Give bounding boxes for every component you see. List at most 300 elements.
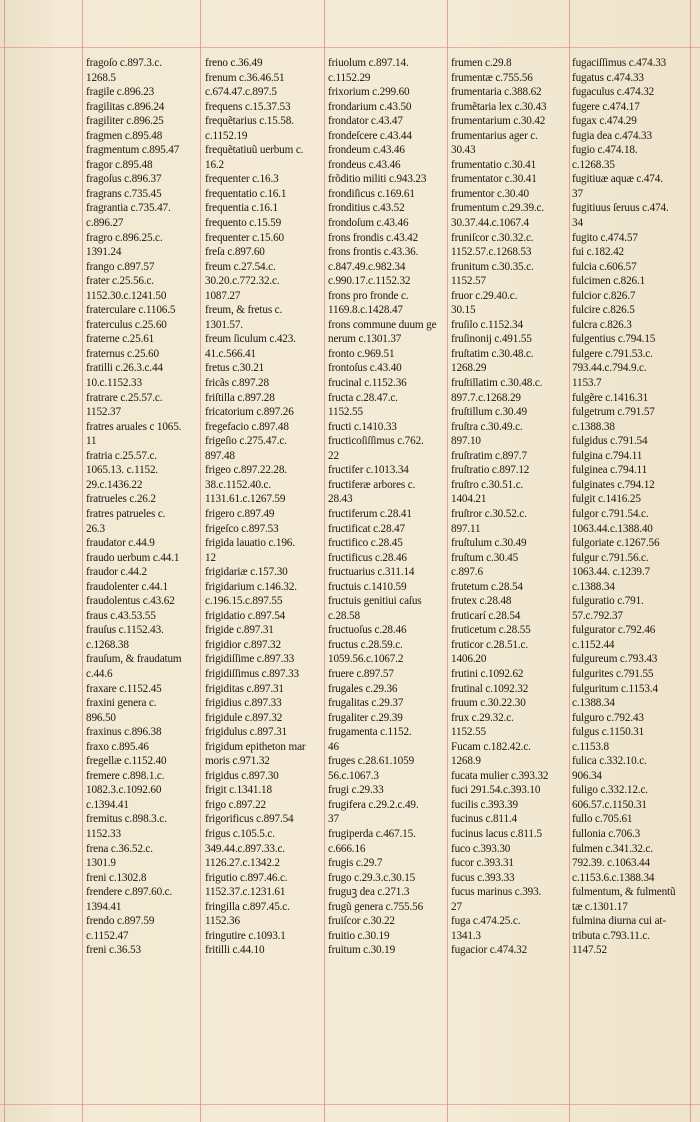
index-entry: frigit c.1341.18 bbox=[205, 784, 272, 797]
index-entry: frigidiſſimus c.897.33 bbox=[205, 667, 299, 680]
index-entry: fructifer c.1013.34 bbox=[328, 464, 409, 477]
index-entry: frunitum c.30.35.c. bbox=[451, 260, 534, 273]
index-entry: fugio c.474.18. bbox=[572, 144, 638, 157]
index-entry: fruere c.897.57 bbox=[328, 667, 394, 680]
index-entry: c.1388.38 bbox=[572, 420, 615, 433]
index-entry: frigidius c.897.33 bbox=[205, 697, 282, 710]
index-entry: fruſtillum c.30.49 bbox=[451, 406, 527, 419]
index-entry: fremitus c.898.3.c. bbox=[86, 813, 167, 826]
index-entry: fruiſcor c.30.22 bbox=[328, 915, 395, 928]
index-column-5 bbox=[572, 56, 690, 1096]
index-entry: c.1152.19 bbox=[205, 129, 248, 142]
index-entry: frugifera c.29.2.c.49. bbox=[328, 798, 419, 811]
index-column-1 bbox=[86, 56, 198, 1096]
index-entry: fruſtatim c.30.48.c. bbox=[451, 347, 534, 360]
index-entry: fuco c.393.30 bbox=[451, 842, 511, 855]
index-entry: Fucam c.182.42.c. bbox=[451, 740, 531, 753]
index-entry: fructificus c.28.46 bbox=[328, 551, 407, 564]
index-entry: frumentator c.30.41 bbox=[451, 173, 537, 186]
index-entry: fulgit c.1416.25 bbox=[572, 493, 641, 506]
index-entry: fruſtulum c.30.49 bbox=[451, 537, 527, 550]
index-entry: frigidule c.897.32 bbox=[205, 711, 283, 724]
index-entry: fraudator c.44.9 bbox=[86, 537, 155, 550]
index-entry: 1087.27 bbox=[205, 289, 241, 302]
index-entry: frumentaria c.388.62 bbox=[451, 86, 542, 99]
index-entry: frumen c.29.8 bbox=[451, 57, 512, 69]
index-entry: frequento c.15.59 bbox=[205, 217, 282, 230]
index-entry: fulgidus c.791.54 bbox=[572, 435, 648, 448]
index-entry: fucinus lacus c.811.5 bbox=[451, 827, 542, 840]
index-entry: fulgurator c.792.46 bbox=[572, 624, 656, 637]
index-entry: 1152.33 bbox=[86, 827, 121, 840]
index-entry: fragoſo c.897.3.c. bbox=[86, 57, 162, 69]
index-entry: frigeſco c.897.53 bbox=[205, 522, 279, 535]
index-entry: freni c.1302.8 bbox=[86, 871, 147, 884]
index-entry: fruſtum c.30.45 bbox=[451, 551, 519, 564]
index-entry: 1404.21 bbox=[451, 493, 487, 506]
index-entry: 12 bbox=[205, 551, 216, 564]
index-entry: frugo c.29.3.c.30.15 bbox=[328, 871, 416, 884]
index-entry: fructuis c.1410.59 bbox=[328, 580, 407, 593]
index-entry: fruniſcor c.30.32.c. bbox=[451, 231, 534, 244]
index-entry: fugitiuæ aquæ c.474. bbox=[572, 173, 663, 186]
index-entry: frumẽtaria lex c.30.43 bbox=[451, 100, 547, 113]
index-entry: frondeſcere c.43.44 bbox=[328, 129, 412, 142]
index-entry: fuci 291.54.c.393.10 bbox=[451, 784, 541, 797]
index-entry: 1152.55 bbox=[451, 726, 486, 739]
index-entry: fructuarius c.311.14 bbox=[328, 566, 415, 579]
index-entry: tæ c.1301.17 bbox=[572, 900, 628, 913]
index-entry: fruſtratim c.897.7 bbox=[451, 449, 527, 462]
index-entry: 1152.57.c.1268.53 bbox=[451, 246, 532, 259]
index-entry: fruum c.30.22.30 bbox=[451, 697, 526, 710]
index-entry: frugales c.29.36 bbox=[328, 682, 398, 695]
index-entry: 26.3 bbox=[86, 522, 105, 535]
index-entry: 1152.37.c.1231.61 bbox=[205, 886, 286, 899]
index-entry: frendo c.897.59 bbox=[86, 915, 155, 928]
index-entry: frumentæ c.755.56 bbox=[451, 71, 533, 84]
index-entry: frondoſum c.43.46 bbox=[328, 217, 409, 230]
index-entry: 46 bbox=[328, 740, 339, 753]
index-entry: fulgentius c.794.15 bbox=[572, 333, 656, 346]
index-entry: fruſilo c.1152.34 bbox=[451, 318, 523, 331]
index-entry: fucor c.393.31 bbox=[451, 857, 514, 870]
index-entry: frenum c.36.46.51 bbox=[205, 71, 285, 84]
index-entry: frutini c.1092.62 bbox=[451, 667, 524, 680]
column-rule bbox=[690, 0, 691, 1122]
index-entry: fulgureum c.793.43 bbox=[572, 653, 658, 666]
index-entry: fucus marinus c.393. bbox=[451, 886, 542, 899]
index-entry: c.674.47.c.897.5 bbox=[205, 86, 277, 99]
index-entry: frugũ genera c.755.56 bbox=[328, 900, 424, 913]
index-entry: fulgoriate c.1267.56 bbox=[572, 537, 660, 550]
index-entry: fulgina c.794.11 bbox=[572, 449, 643, 462]
index-entry: fraxinus c.896.38 bbox=[86, 726, 162, 739]
index-entry: 1059.56.c.1067.2 bbox=[328, 653, 404, 666]
index-entry: fraudolentus c.43.62 bbox=[86, 595, 175, 608]
index-entry: 897.11 bbox=[451, 522, 481, 535]
index-entry: 16.2 bbox=[205, 158, 224, 171]
index-entry: frequẽtarius c.15.58. bbox=[205, 115, 294, 128]
index-entry: fraterculus c.25.60 bbox=[86, 318, 167, 331]
index-entry: frumentatio c.30.41 bbox=[451, 158, 537, 171]
index-entry: freum ſiculum c.423. bbox=[205, 333, 296, 346]
index-entry: fruſtror c.30.52.c. bbox=[451, 507, 527, 520]
index-entry: fulcior c.826.7 bbox=[572, 289, 636, 302]
index-entry: 28.43 bbox=[328, 493, 353, 506]
index-entry: fructuoſus c.28.46 bbox=[328, 624, 407, 637]
index-entry: fugaculus c.474.32 bbox=[572, 86, 655, 99]
index-entry: c.1394.41 bbox=[86, 798, 129, 811]
index-entry: 793.44.c.794.9.c. bbox=[572, 362, 647, 375]
index-entry: fraterculare c.1106.5 bbox=[86, 304, 176, 317]
index-entry: fulgor c.791.54.c. bbox=[572, 507, 649, 520]
index-entry: fratilli c.26.3.c.44 bbox=[86, 362, 163, 375]
index-entry: c.1268.35 bbox=[572, 158, 615, 171]
index-entry: 38.c.1152.40.c. bbox=[205, 478, 271, 491]
index-entry: fulcimen c.826.1 bbox=[572, 275, 646, 288]
index-entry: frigus c.105.5.c. bbox=[205, 827, 275, 840]
index-entry: 1152.30.c.1241.50 bbox=[86, 289, 167, 302]
index-entry: 897.10 bbox=[451, 435, 481, 448]
index-entry: frigidulus c.897.31 bbox=[205, 726, 287, 739]
index-entry: frutex c.28.48 bbox=[451, 595, 512, 608]
index-entry: 30.43 bbox=[451, 144, 476, 157]
index-column-4 bbox=[451, 56, 567, 1096]
index-entry: 1082.3.c.1092.60 bbox=[86, 784, 162, 797]
index-entry: frucinal c.1152.36 bbox=[328, 377, 407, 390]
index-entry: fullonia c.706.3 bbox=[572, 827, 641, 840]
index-entry: fratrare c.25.57.c. bbox=[86, 391, 163, 404]
index-entry: fulgẽre c.1416.31 bbox=[572, 391, 649, 404]
index-entry: frendere c.897.60.c. bbox=[86, 886, 173, 899]
index-entry: frigutio c.897.46.c. bbox=[205, 871, 288, 884]
index-entry: 29.c.1436.22 bbox=[86, 478, 143, 491]
index-entry: 1063.44.c.1388.40 bbox=[572, 522, 653, 535]
index-entry: fricãs c.897.28 bbox=[205, 377, 269, 390]
index-entry: fucus c.393.33 bbox=[451, 871, 515, 884]
index-entry: 1406.20 bbox=[451, 653, 487, 666]
index-entry: c.847.49.c.982.34 bbox=[328, 260, 406, 273]
index-column-2 bbox=[205, 56, 321, 1096]
index-entry: 1152.57 bbox=[451, 275, 486, 288]
index-entry: 37 bbox=[328, 813, 339, 826]
index-entry: 27 bbox=[451, 900, 462, 913]
index-entry: 41.c.566.41 bbox=[205, 347, 256, 360]
index-entry: c.1388.34 bbox=[572, 580, 615, 593]
index-entry: fragoſus c.896.37 bbox=[86, 173, 162, 186]
index-entry: frena c.36.52.c. bbox=[86, 842, 153, 855]
index-entry: nerum c.1301.37 bbox=[328, 333, 402, 346]
index-entry: fulcra c.826.3 bbox=[572, 318, 632, 331]
index-entry: 37 bbox=[572, 187, 583, 200]
index-entry: frugis c.29.7 bbox=[328, 857, 383, 870]
index-entry: fringutire c.1093.1 bbox=[205, 929, 286, 942]
index-entry: frigidatio c.897.54 bbox=[205, 609, 286, 622]
index-entry: fulica c.332.10.c. bbox=[572, 755, 647, 768]
index-entry: 1169.8.c.1428.47 bbox=[328, 304, 403, 317]
index-entry: fretus c.30.21 bbox=[205, 362, 265, 375]
index-entry: c.897.6 bbox=[451, 566, 483, 579]
index-entry: 30.20.c.772.32.c. bbox=[205, 275, 280, 288]
index-entry: c.1153.8 bbox=[572, 740, 609, 753]
index-entry: frux c.29.32.c. bbox=[451, 711, 514, 724]
index-entry: fulmen c.341.32.c. bbox=[572, 842, 653, 855]
index-entry: fruſinonij c.491.55 bbox=[451, 333, 532, 346]
index-entry: fugax c.474.29 bbox=[572, 115, 637, 128]
index-entry: fruor c.29.40.c. bbox=[451, 289, 518, 302]
index-entry: fulmentum, & fulmentũ bbox=[572, 886, 676, 899]
index-entry: fraudo uerbum c.44.1 bbox=[86, 551, 180, 564]
index-entry: freni c.36.53 bbox=[86, 944, 141, 957]
index-entry: fragor c.895.48 bbox=[86, 158, 153, 171]
index-entry: c.990.17.c.1152.32 bbox=[328, 275, 411, 288]
index-entry: fraxare c.1152.45 bbox=[86, 682, 162, 695]
index-entry: fruſtra c.30.49.c. bbox=[451, 420, 523, 433]
index-entry: fricatorium c.897.26 bbox=[205, 406, 294, 419]
index-entry: frigeſio c.275.47.c. bbox=[205, 435, 287, 448]
index-entry: frigero c.897.49 bbox=[205, 507, 275, 520]
index-entry: fugia dea c.474.33 bbox=[572, 129, 652, 142]
index-entry: frigida lauatio c.196. bbox=[205, 537, 295, 550]
index-entry: frauſus c.1152.43. bbox=[86, 624, 164, 637]
column-rule bbox=[447, 0, 448, 1122]
index-entry: c.1152.44 bbox=[572, 638, 615, 651]
index-entry: fructiferæ arbores c. bbox=[328, 478, 416, 491]
index-entry: 57.c.792.37 bbox=[572, 609, 623, 622]
index-entry: frondarium c.43.50 bbox=[328, 100, 412, 113]
index-entry: 792.39. c.1063.44 bbox=[572, 857, 650, 870]
index-entry: fugere c.474.17 bbox=[572, 100, 640, 113]
index-entry: c.896.27 bbox=[86, 217, 124, 230]
index-entry: frugaliter c.29.39 bbox=[328, 711, 403, 724]
index-entry: c.28.58 bbox=[328, 609, 360, 622]
index-entry: fratres patrueles c. bbox=[86, 507, 166, 520]
index-entry: fructus c.28.59.c. bbox=[328, 638, 403, 651]
index-entry: fruges c.28.61.1059 bbox=[328, 755, 415, 768]
index-entry: frõditio militi c.943.23 bbox=[328, 173, 427, 186]
index-entry: frondeum c.43.46 bbox=[328, 144, 405, 157]
index-entry: frons commune duum ge bbox=[328, 318, 437, 331]
index-entry: fragmentum c.895.47 bbox=[86, 144, 180, 157]
index-entry: freum c.27.54.c. bbox=[205, 260, 276, 273]
index-entry: fulguro c.792.43 bbox=[572, 711, 644, 724]
index-entry: fucinus c.811.4 bbox=[451, 813, 517, 826]
index-entry: frutinal c.1092.32 bbox=[451, 682, 529, 695]
index-entry: 896.50 bbox=[86, 711, 116, 724]
index-entry: c.1152.29 bbox=[328, 71, 371, 84]
index-entry: fraterne c.25.61 bbox=[86, 333, 155, 346]
index-entry: frixorium c.299.60 bbox=[328, 86, 410, 99]
index-entry: 1147.52 bbox=[572, 944, 607, 957]
index-entry: fucilis c.393.39 bbox=[451, 798, 518, 811]
index-entry: fringilla c.897.45.c. bbox=[205, 900, 290, 913]
index-entry: 1063.44. c.1239.7 bbox=[572, 566, 650, 579]
index-entry: freno c.36.49 bbox=[205, 57, 263, 69]
index-entry: fructificat c.28.47 bbox=[328, 522, 405, 535]
column-rule bbox=[569, 0, 570, 1122]
index-entry: fruitio c.30.19 bbox=[328, 929, 390, 942]
index-entry: frigidior c.897.32 bbox=[205, 638, 281, 651]
index-entry: 1394.41 bbox=[86, 900, 122, 913]
index-entry: frequenter c.15.60 bbox=[205, 231, 284, 244]
index-entry: fratrueles c.26.2 bbox=[86, 493, 156, 506]
index-entry: fructi c.1410.33 bbox=[328, 420, 397, 433]
index-entry: 10.c.1152.33 bbox=[86, 377, 142, 390]
index-entry: tributa c.793.11.c. bbox=[572, 929, 650, 942]
index-entry: 30.15 bbox=[451, 304, 476, 317]
index-entry: c.44.6 bbox=[86, 667, 113, 680]
index-entry: fruſtratio c.897.12 bbox=[451, 464, 530, 477]
index-entry: c.1268.38 bbox=[86, 638, 129, 651]
index-entry: 34 bbox=[572, 217, 583, 230]
index-entry: fructiferum c.28.41 bbox=[328, 507, 412, 520]
index-entry: friuolum c.897.14. bbox=[328, 57, 409, 69]
index-entry: fugacior c.474.32 bbox=[451, 944, 528, 957]
index-entry: frigiditas c.897.31 bbox=[205, 682, 284, 695]
index-entry: frons pro fronde c. bbox=[328, 289, 409, 302]
index-entry: fragilitas c.896.24 bbox=[86, 100, 165, 113]
index-entry: frutetum c.28.54 bbox=[451, 580, 523, 593]
index-entry: 1131.61.c.1267.59 bbox=[205, 493, 286, 506]
index-entry: 1152.37 bbox=[86, 406, 121, 419]
index-column-3 bbox=[328, 56, 444, 1096]
index-entry: fraxo c.895.46 bbox=[86, 740, 149, 753]
index-entry: fragrans c.735.45 bbox=[86, 187, 162, 200]
index-entry: 1152.36 bbox=[205, 915, 240, 928]
index-entry: c.1388.34 bbox=[572, 697, 615, 710]
index-entry: frumentor c.30.40 bbox=[451, 187, 529, 200]
index-entry: fraudolenter c.44.1 bbox=[86, 580, 168, 593]
index-entry: frango c.897.57 bbox=[86, 260, 155, 273]
index-entry: fruitum c.30.19 bbox=[328, 944, 396, 957]
index-entry: frigeo c.897.22.28. bbox=[205, 464, 287, 477]
index-entry: 897.7.c.1268.29 bbox=[451, 391, 521, 404]
index-entry: frigidiſſime c.897.33 bbox=[205, 653, 295, 666]
index-entry: frequentia c.16.1 bbox=[205, 202, 278, 215]
index-entry: 1341.3 bbox=[451, 929, 481, 942]
index-entry: fremere c.898.1.c. bbox=[86, 769, 165, 782]
index-entry: fugaciſſimus c.474.33 bbox=[572, 57, 667, 69]
index-entry: frigidarium c.146.32. bbox=[205, 580, 297, 593]
index-entry: frequenter c.16.3 bbox=[205, 173, 279, 186]
index-entry: 897.48 bbox=[205, 449, 235, 462]
index-entry: fugito c.474.57 bbox=[572, 231, 638, 244]
index-entry: fructa c.28.47.c. bbox=[328, 391, 398, 404]
index-entry: fulginea c.794.11 bbox=[572, 464, 648, 477]
index-entry: 1153.7 bbox=[572, 377, 602, 390]
index-entry: 1065.13. c.1152. bbox=[86, 464, 159, 477]
index-entry: fulguritum c.1153.4 bbox=[572, 682, 658, 695]
index-entry: frigidus c.897.30 bbox=[205, 769, 279, 782]
index-entry: fregellæ c.1152.40 bbox=[86, 755, 167, 768]
index-entry: fulcire c.826.5 bbox=[572, 304, 635, 317]
index-entry: fragrantia c.735.47. bbox=[86, 202, 171, 215]
index-entry: frondiſicus c.169.61 bbox=[328, 187, 415, 200]
index-entry: fullo c.705.61 bbox=[572, 813, 633, 826]
index-entry: frauſum, & fraudatum bbox=[86, 653, 182, 666]
index-entry: fucata mulier c.393.32 bbox=[451, 769, 549, 782]
index-entry: frequẽtatiuũ uerbum c. bbox=[205, 144, 304, 157]
index-entry: fregefacio c.897.48 bbox=[205, 420, 289, 433]
index-entry: c.196.15.c.897.55 bbox=[205, 595, 283, 608]
top-rule bbox=[0, 47, 700, 48]
index-entry: frugiperda c.467.15. bbox=[328, 827, 416, 840]
index-entry: frigidum epitheton mar bbox=[205, 740, 306, 753]
index-entry: fragiliter c.896.25 bbox=[86, 115, 164, 128]
index-entry: 1391.24 bbox=[86, 246, 122, 259]
index-entry: fui c.182.42 bbox=[572, 246, 624, 259]
index-entry: fruticetum c.28.55 bbox=[451, 624, 531, 637]
index-entry: frequentatio c.16.1 bbox=[205, 187, 287, 200]
index-entry: fulgetrum c.791.57 bbox=[572, 406, 655, 419]
index-entry: 1301.9 bbox=[86, 857, 116, 870]
index-entry: frugamenta c.1152. bbox=[328, 726, 412, 739]
index-entry: 11 bbox=[86, 435, 97, 448]
column-rule bbox=[324, 0, 325, 1122]
index-entry: fulgur c.791.56.c. bbox=[572, 551, 649, 564]
index-entry: frigidariæ c.157.30 bbox=[205, 566, 288, 579]
index-entry: frondeus c.43.46 bbox=[328, 158, 401, 171]
index-entry: fulginates c.794.12 bbox=[572, 478, 655, 491]
index-entry: fructuis genitiui caſus bbox=[328, 595, 422, 608]
index-entry: fructifico c.28.45 bbox=[328, 537, 403, 550]
index-entry: fulcia c.606.57 bbox=[572, 260, 637, 273]
index-entry: fulgus c.1150.31 bbox=[572, 726, 645, 739]
index-entry: fragile c.896.23 bbox=[86, 86, 155, 99]
index-entry: c.1153.6.c.1388.34 bbox=[572, 871, 655, 884]
column-rule bbox=[200, 0, 201, 1122]
index-entry: c.666.16 bbox=[328, 842, 366, 855]
index-entry: frontoſus c.43.40 bbox=[328, 362, 402, 375]
index-entry: 22 bbox=[328, 449, 339, 462]
index-entry: fraxini genera c. bbox=[86, 697, 157, 710]
index-entry: freum, & fretus c. bbox=[205, 304, 283, 317]
index-entry: fragmen c.895.48 bbox=[86, 129, 163, 142]
index-entry: freſa c.897.60 bbox=[205, 246, 265, 259]
index-entry: fratres aruales c 1065. bbox=[86, 420, 182, 433]
index-entry: 1126.27.c.1342.2 bbox=[205, 857, 280, 870]
index-entry: fructicoſiſſimus c.762. bbox=[328, 435, 424, 448]
index-entry: frater c.25.56.c. bbox=[86, 275, 154, 288]
index-entry: fuga c.474.25.c. bbox=[451, 915, 521, 928]
index-entry: 349.44.c.897.33.c. bbox=[205, 842, 285, 855]
index-entry: 1268.29 bbox=[451, 362, 487, 375]
index-entry: frumentarius ager c. bbox=[451, 129, 538, 142]
index-entry: fritilli c.44.10 bbox=[205, 944, 265, 957]
index-entry: 1301.57. bbox=[205, 318, 243, 331]
index-entry: fratria c.25.57.c. bbox=[86, 449, 157, 462]
index-entry: 30.37.44.c.1067.4 bbox=[451, 217, 529, 230]
index-entry: frigide c.897.31 bbox=[205, 624, 274, 637]
index-entry: 906.34 bbox=[572, 769, 602, 782]
index-entry: fulmina diurna cui at- bbox=[572, 915, 666, 928]
index-entry: fruticor c.28.51.c. bbox=[451, 638, 528, 651]
index-entry: frigo c.897.22 bbox=[205, 798, 266, 811]
index-entry: frumentum c.29.39.c. bbox=[451, 202, 545, 215]
index-entry: fulgere c.791.53.c. bbox=[572, 347, 653, 360]
index-entry: c.1152.47 bbox=[86, 929, 129, 942]
index-entry: frequens c.15.37.53 bbox=[205, 100, 291, 113]
index-entry: fraudor c.44.2 bbox=[86, 566, 147, 579]
index-entry: fragro c.896.25.c. bbox=[86, 231, 163, 244]
index-entry: fruticarí c.28.54 bbox=[451, 609, 521, 622]
bottom-rule bbox=[0, 1104, 700, 1105]
index-entry: fugitiuus ſeruus c.474. bbox=[572, 202, 669, 215]
index-entry: 56.c.1067.3 bbox=[328, 769, 379, 782]
index-entry: fraus c.43.53.55 bbox=[86, 609, 156, 622]
index-entry: fuligo c.332.12.c. bbox=[572, 784, 648, 797]
